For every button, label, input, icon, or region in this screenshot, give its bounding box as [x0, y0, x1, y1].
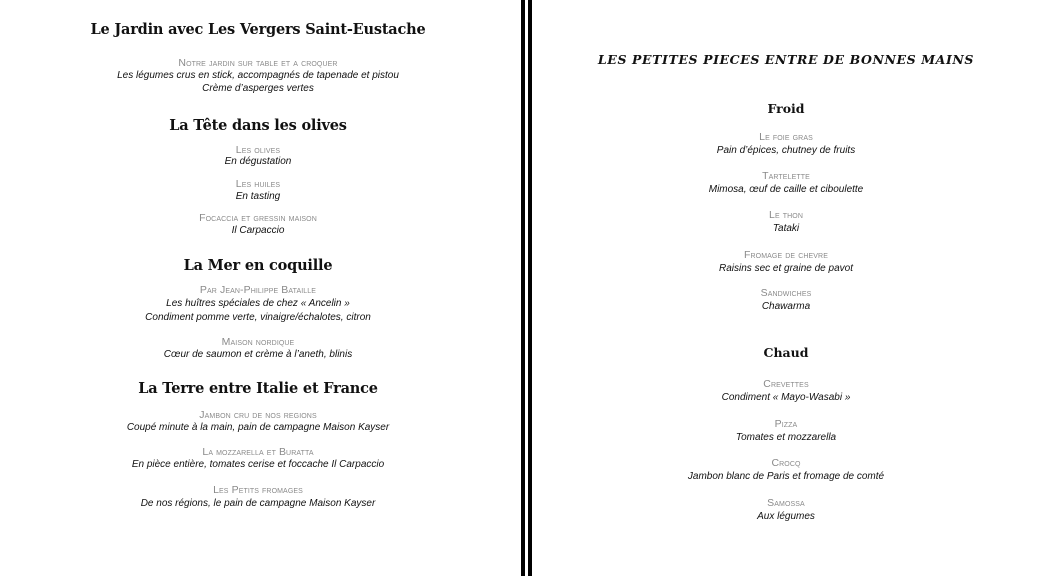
item-description: Tomates et mozzarella [735, 432, 837, 443]
item-description: Aux légumes [757, 511, 815, 522]
item-description: Crème d’asperges vertes [202, 83, 314, 94]
section-title: Froid [767, 101, 805, 116]
column-divider [516, 0, 534, 576]
item-description: De nos régions, le pain de campagne Maison Kayser [140, 498, 376, 509]
item-description: Chawarma [761, 301, 811, 312]
item-description: Tataki [772, 223, 800, 234]
item-name: Les olives [235, 144, 281, 156]
item-name: Le thon [769, 209, 803, 221]
item-name: Samossa [767, 497, 805, 509]
item-name: Fromage de chevre [744, 249, 828, 261]
section-title: La Tête dans les olives [169, 117, 347, 134]
item-name: Par Jean-Philippe Bataille [199, 284, 317, 296]
item-name: Le foie gras [759, 131, 813, 143]
item-description: Condiment pomme verte, vinaigre/échalotes, citron [145, 312, 371, 323]
item-description: Jambon blanc de Paris et fromage de comté [687, 471, 885, 482]
item-name: Crocq [771, 457, 801, 469]
item-name: Jambon cru de nos regions [199, 409, 317, 421]
section-title: La Terre entre Italie et France [138, 380, 378, 397]
item-description: En tasting [235, 191, 281, 202]
divider-line [528, 0, 532, 576]
item-description: Pain d’épices, chutney de fruits [716, 145, 856, 156]
item-description: Les huîtres spéciales de chez « Ancelin » [166, 298, 350, 309]
item-name: Pizza [774, 418, 798, 430]
item-description: Condiment « Mayo-Wasabi » [721, 392, 851, 403]
item-name: Notre jardin sur table et a croquer [178, 57, 338, 69]
divider-line [521, 0, 525, 576]
item-name: Sandwiches [760, 287, 812, 299]
item-name: Focaccia et gressin maison [199, 212, 317, 224]
item-name: Tartelette [762, 170, 810, 182]
page-title: LES PETITES PIECES ENTRE DE BONNES MAINS [597, 52, 975, 67]
item-name: La mozzarella et Buratta [202, 446, 314, 458]
item-name: Maison nordique [221, 336, 295, 348]
item-description: Cœur de saumon et crème à l’aneth, blinis [163, 349, 353, 360]
section-title: Chaud [763, 345, 809, 360]
item-name: Crevettes [763, 378, 809, 390]
item-description: Raisins sec et graine de pavot [719, 263, 853, 274]
item-name: Les Petits fromages [213, 484, 303, 496]
item-description: En dégustation [224, 156, 292, 167]
item-description: Mimosa, œuf de caille et ciboulette [708, 184, 864, 195]
item-description: Les légumes crus en stick, accompagnés de tapenade et pistou [117, 70, 399, 81]
item-description: Coupé minute à la main, pain de campagne Maison Kayser [126, 422, 390, 433]
section-title: La Mer en coquille [183, 257, 333, 274]
item-name: Les huiles [235, 178, 281, 190]
section-title: Le Jardin avec Les Vergers Saint-Eustache [90, 21, 426, 38]
item-description: En pièce entière, tomates cerise et foccache Il Carpaccio [131, 459, 385, 470]
item-description: Il Carpaccio [231, 225, 285, 236]
